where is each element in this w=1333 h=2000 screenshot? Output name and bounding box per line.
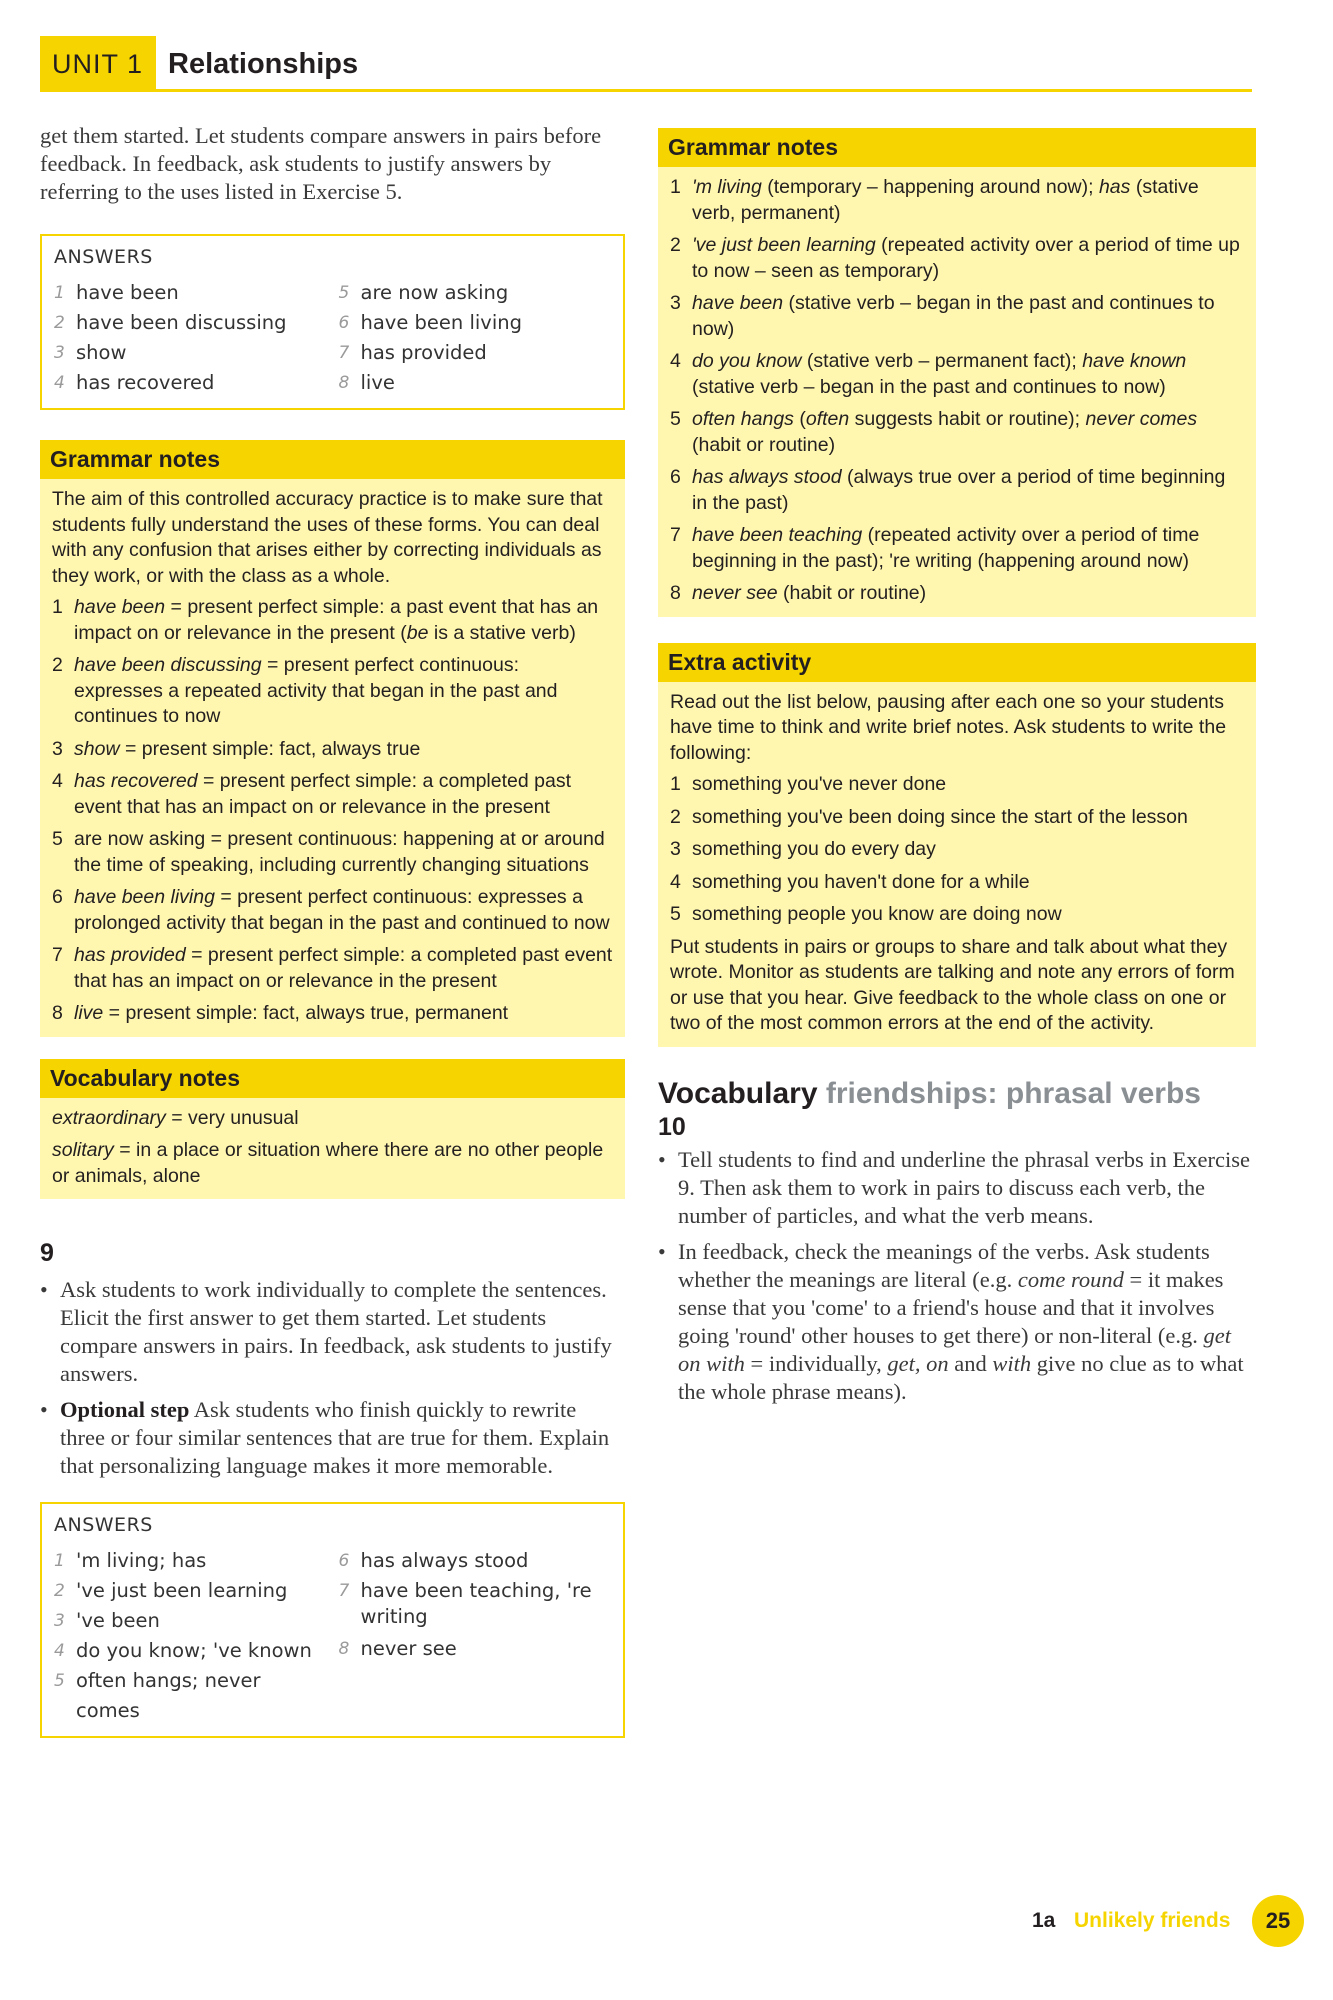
answers-title: ANSWERS — [54, 246, 153, 268]
answer-item: 7 have been teaching, 're writing — [338, 1579, 592, 1628]
answer-item: 6 has always stood — [338, 1549, 529, 1572]
exercise-9 — [40, 1239, 625, 1480]
grammar-note-item: 5 are now asking = present continuous: happening at or around the time of speaking, including currently changing situations — [52, 828, 605, 876]
grammar-notes-left — [40, 440, 625, 1037]
footer-section: 1a — [1032, 1909, 1056, 1932]
extra-activity-body — [658, 682, 1256, 1047]
grammar-note-item: 2 've just been learning (repeated activity over a period of time up to now – seen as temporary) — [670, 234, 1240, 282]
grammar-note-item: 6 has always stood (always true over a period of time beginning in the past) — [670, 466, 1226, 514]
page-footer — [1022, 1895, 1302, 1947]
vocabulary-section-title: Vocabulary friendships: phrasal verbs — [658, 1076, 1201, 1110]
answers-grid — [54, 1546, 613, 1726]
vocab-note-item: extraordinary = very unusual — [52, 1106, 299, 1129]
answers-col-2 — [339, 278, 614, 398]
answer-item: 3 show — [54, 341, 127, 364]
vocab-note-item: solitary = in a place or situation where there are no other people or animals, alone — [52, 1139, 604, 1187]
bullet-item: • Ask students to work individually to complete the sentences. Elicit the first answer to get them started. Let students compare answers in pairs. In feedback, ask students to justify answers. — [40, 1277, 612, 1386]
grammar-notes-heading: Grammar notes — [658, 128, 1256, 167]
grammar-note-item: 2 have been discussing = present perfect continuous: expresses a repeated activity that began in the past and continues to now — [52, 654, 558, 727]
answer-item: 8 live — [338, 371, 395, 394]
page-number: 25 — [1252, 1895, 1304, 1947]
grammar-note-item: 3 have been (stative verb – began in the past and continues to now) — [670, 292, 1215, 340]
extra-activity — [658, 643, 1256, 1047]
answers-grid — [54, 278, 613, 398]
answer-item: 4 has recovered — [54, 371, 215, 394]
grammar-note-item: 4 has recovered = present perfect simple: a completed past event that has an impact on or relevance in the present — [52, 770, 571, 818]
answer-item: 2 've just been learning — [54, 1579, 288, 1602]
extra-activity-intro: Read out the list below, pausing after each one so your students have time to think and write brief notes. Ask students to write the following: — [670, 690, 1227, 764]
grammar-note-item: 3 show = present simple: fact, always true — [52, 737, 421, 760]
grammar-note-item: 5 often hangs (often suggests habit or routine); never comes (habit or routine) — [670, 408, 1198, 456]
footer-title: Unlikely friends — [1074, 1909, 1231, 1932]
extra-activity-item: 3 something you do every day — [670, 838, 936, 860]
unit-header — [40, 36, 1252, 92]
answer-item: 2 have been discussing — [54, 311, 287, 334]
answers-box-2 — [40, 1502, 625, 1738]
grammar-note-item: 6 have been living = present perfect continuous: expresses a prolonged activity that began in the past and continued to now — [52, 886, 610, 934]
bullet-item: • Tell students to find and underline the phrasal verbs in Exercise 9. Then ask them to work in pairs to discuss each verb, the number of particles, and what the verb means. — [658, 1146, 1251, 1228]
extra-activity-item: 4 something you haven't done for a while — [670, 870, 1030, 893]
left-column — [40, 122, 625, 1738]
grammar-note-item: 4 do you know (stative verb – permanent fact); have known (stative verb – began in the past and continues to now) — [670, 350, 1187, 398]
grammar-notes-right — [658, 128, 1256, 617]
extra-activity-item: 1 something you've never done — [670, 773, 947, 795]
answers-col-1 — [54, 278, 329, 398]
vocabulary-notes-heading: Vocabulary notes — [40, 1059, 625, 1098]
vocabulary-notes-body — [40, 1098, 625, 1200]
grammar-notes-body — [658, 167, 1256, 617]
answer-item: 6 have been living — [338, 311, 523, 334]
unit-title: Relationships — [168, 48, 359, 80]
answer-item: 3 've been — [54, 1609, 160, 1632]
answer-item: 7 has provided — [338, 341, 487, 364]
answers-col-2 — [339, 1546, 614, 1726]
answers-col-1 — [54, 1546, 329, 1726]
grammar-notes-heading: Grammar notes — [40, 440, 625, 479]
answer-item: 1 'm living; has — [54, 1549, 207, 1572]
answer-item: 8 never see — [338, 1637, 457, 1660]
exercise-number: 10 — [658, 1112, 686, 1141]
answer-item: 5 often hangs; never comes — [54, 1669, 261, 1722]
exercise-number: 9 — [40, 1239, 54, 1267]
unit-label: UNIT 1 — [40, 36, 156, 90]
extra-activity-item: 2 something you've been doing since the start of the lesson — [670, 805, 1188, 828]
grammar-note-item: 8 never see (habit or routine) — [670, 582, 927, 604]
answer-item: 5 are now asking — [338, 281, 509, 304]
extra-activity-heading: Extra activity — [658, 643, 1256, 682]
extra-activity-item: 5 something people you know are doing now — [670, 903, 1062, 925]
vocabulary-notes — [40, 1059, 625, 1200]
answer-item: 4 do you know; 've known — [54, 1639, 312, 1662]
vocabulary-section — [658, 1077, 1256, 1406]
answers-box-1 — [40, 234, 625, 410]
extra-activity-outro: Put students in pairs or groups to share and talk about what they wrote. Monitor as students are talking and note any errors of form or use that you hear. Give feedback to the whole class on one or two of the most common errors at the end of the activity. — [670, 935, 1235, 1034]
grammar-note-item: 1 have been = present perfect simple: a past event that has an impact on or relevance in the present (be is a stative verb) — [52, 596, 599, 644]
grammar-note-item: 7 have been teaching (repeated activity over a period of time beginning in the past); 're writing (happening around now) — [670, 524, 1200, 572]
grammar-notes-intro: The aim of this controlled accuracy practice is to make sure that students fully understand the uses of these forms. You can deal with any confusion that arises either by correcting individuals as they work, or with the class as a whole. — [52, 488, 603, 587]
grammar-note-item: 7 has provided = present perfect simple: a completed past event that has an impact on or relevance in the present — [52, 944, 613, 992]
bullet-item: • Optional step Ask students who finish quickly to rewrite three or four similar sentences that are true for them. Explain that personalizing language makes it more memorable. — [40, 1397, 610, 1478]
right-column — [658, 128, 1256, 1414]
grammar-note-item: 8 live = present simple: fact, always true, permanent — [52, 1002, 509, 1024]
answers-title: ANSWERS — [54, 1514, 153, 1536]
answer-item: 1 have been — [54, 281, 179, 304]
intro-paragraph: get them started. Let students compare answers in pairs before feedback. In feedback, ask students to justify answers by referring to the uses listed in Exercise 5. — [40, 123, 602, 204]
bullet-item: • In feedback, check the meanings of the verbs. Ask students whether the meanings are literal (e.g. come round = it makes sense that you 'come' to a friend's house and that it involves going 'round' other houses to get there) or non-literal (e.g. get on with = individually, get, on and with give no clue as to what the whole phrase means). — [658, 1238, 1244, 1404]
grammar-note-item: 1 'm living (temporary – happening around now); has (stative verb, permanent) — [670, 176, 1199, 224]
grammar-notes-body — [40, 479, 625, 1037]
